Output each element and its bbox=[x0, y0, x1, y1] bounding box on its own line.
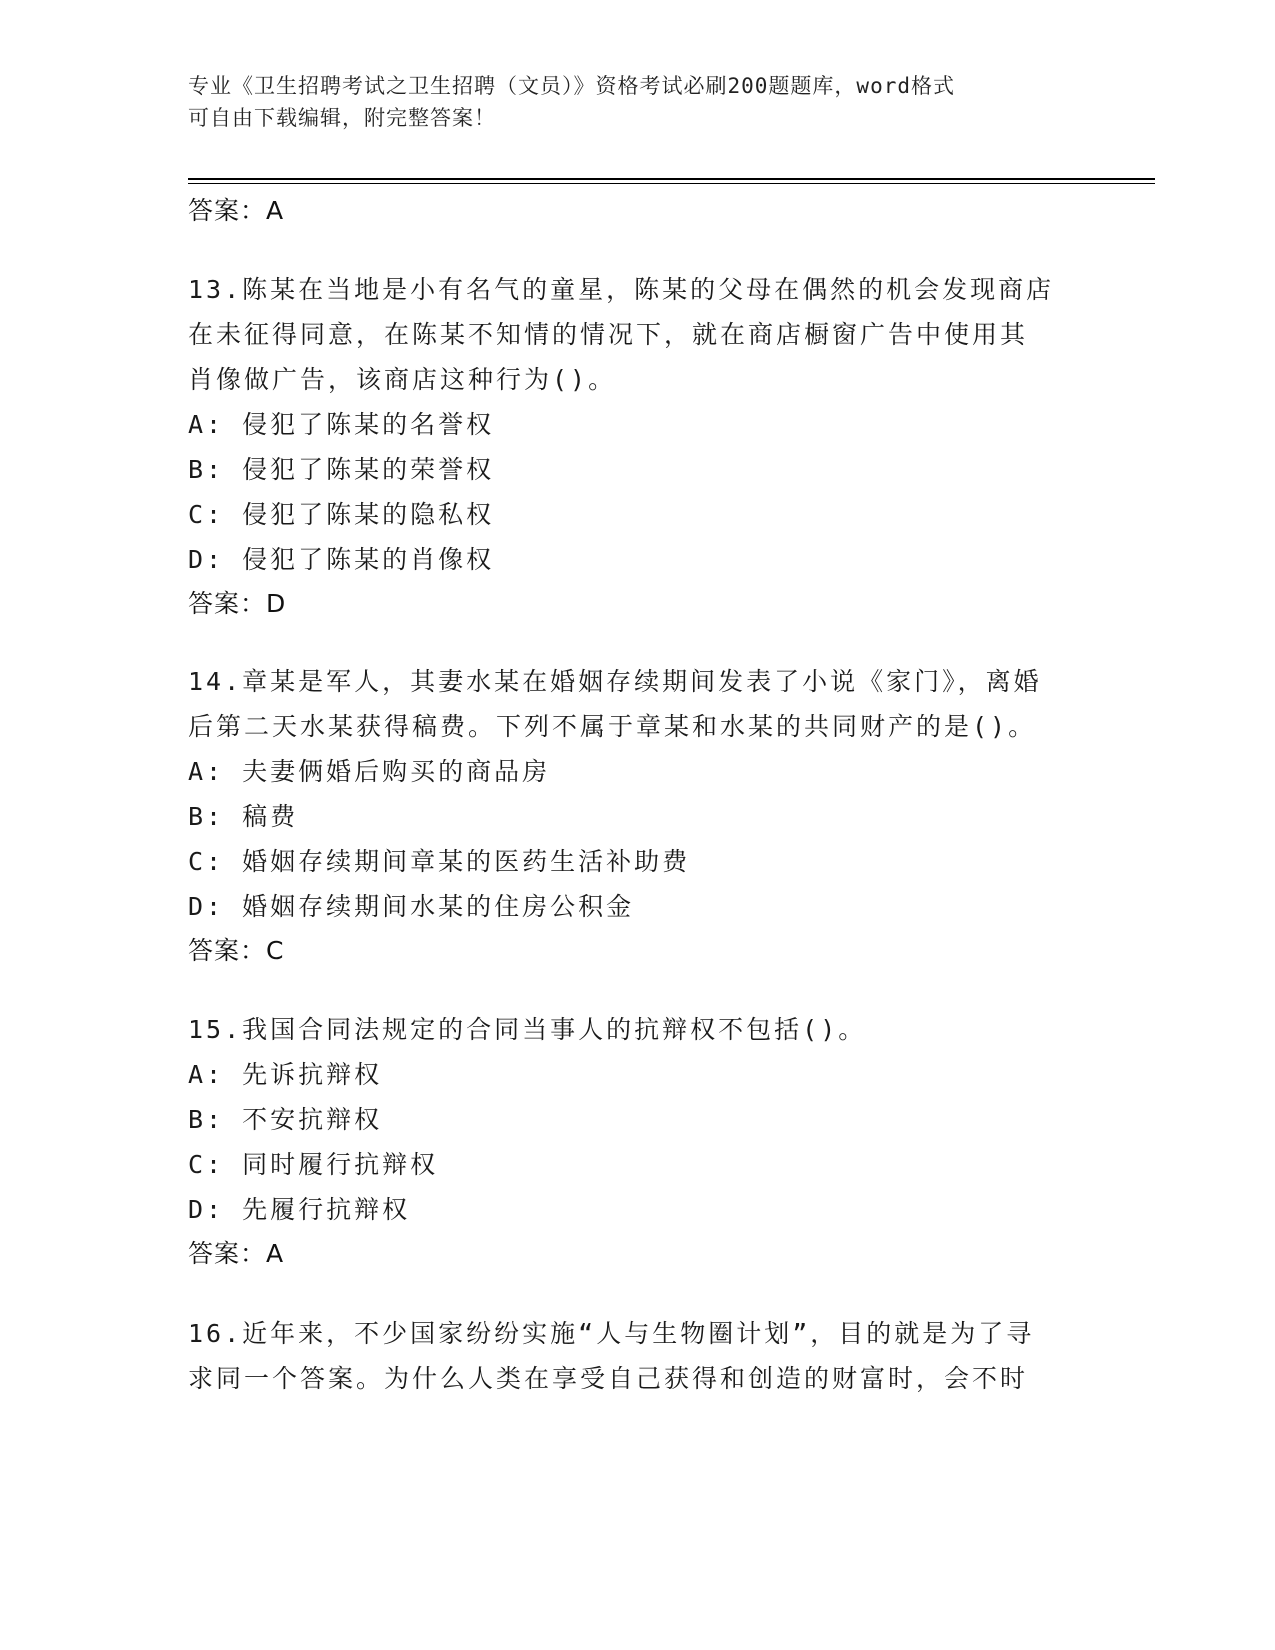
question-stem-line: 16.近年来，不少国家纷纷实施“人与生物圈计划”，目的就是为了寻 bbox=[188, 1319, 1035, 1348]
question-stem-line: 肖像做广告，该商店这种行为()。 bbox=[188, 365, 617, 394]
question-answer: 答案：C bbox=[188, 936, 285, 965]
previous-answer: 答案：A bbox=[188, 196, 285, 225]
question-stem-line: 13.陈某在当地是小有名气的童星，陈某的父母在偶然的机会发现商店 bbox=[188, 275, 1055, 304]
question-stem-line: 求同一个答案。为什么人类在享受自己获得和创造的财富时，会不时 bbox=[188, 1364, 1029, 1393]
question-stem-line: 后第二天水某获得稿费。下列不属于章某和水某的共同财产的是()。 bbox=[188, 712, 1037, 741]
option-b: B: 稿费 bbox=[188, 802, 299, 831]
question-stem-line: 在未征得同意，在陈某不知情的情况下，就在商店橱窗广告中使用其 bbox=[188, 320, 1029, 349]
header-rule-thin bbox=[188, 183, 1155, 184]
document-header bbox=[188, 70, 1068, 134]
option-c: C: 侵犯了陈某的隐私权 bbox=[188, 500, 495, 529]
option-c: C: 同时履行抗辩权 bbox=[188, 1150, 439, 1179]
header-rule-thick bbox=[188, 178, 1155, 180]
option-a: A: 夫妻俩婚后购买的商品房 bbox=[188, 757, 551, 786]
question-answer: 答案：D bbox=[188, 589, 287, 618]
option-a: A: 侵犯了陈某的名誉权 bbox=[188, 410, 495, 439]
option-d: D: 婚姻存续期间水某的住房公积金 bbox=[188, 892, 635, 921]
option-a: A: 先诉抗辩权 bbox=[188, 1060, 383, 1089]
question-stem-line: 14.章某是军人，其妻水某在婚姻存续期间发表了小说《家门》，离婚 bbox=[188, 667, 1042, 696]
question-stem-line: 15.我国合同法规定的合同当事人的抗辩权不包括()。 bbox=[188, 1015, 867, 1044]
question-14 bbox=[188, 659, 1088, 973]
question-16 bbox=[188, 1311, 1088, 1401]
option-b: B: 侵犯了陈某的荣誉权 bbox=[188, 455, 495, 484]
option-b: B: 不安抗辩权 bbox=[188, 1105, 383, 1134]
question-answer: 答案：A bbox=[188, 1239, 285, 1268]
question-15 bbox=[188, 1007, 1088, 1276]
option-d: D: 侵犯了陈某的肖像权 bbox=[188, 545, 495, 574]
header-line-1: 专业《卫生招聘考试之卫生招聘（文员）》资格考试必刷200题题库，word格式 bbox=[188, 74, 955, 98]
question-13 bbox=[188, 267, 1088, 626]
option-d: D: 先履行抗辩权 bbox=[188, 1195, 411, 1224]
header-line-2: 可自由下载编辑，附完整答案！ bbox=[188, 106, 496, 130]
option-c: C: 婚姻存续期间章某的医药生活补助费 bbox=[188, 847, 691, 876]
